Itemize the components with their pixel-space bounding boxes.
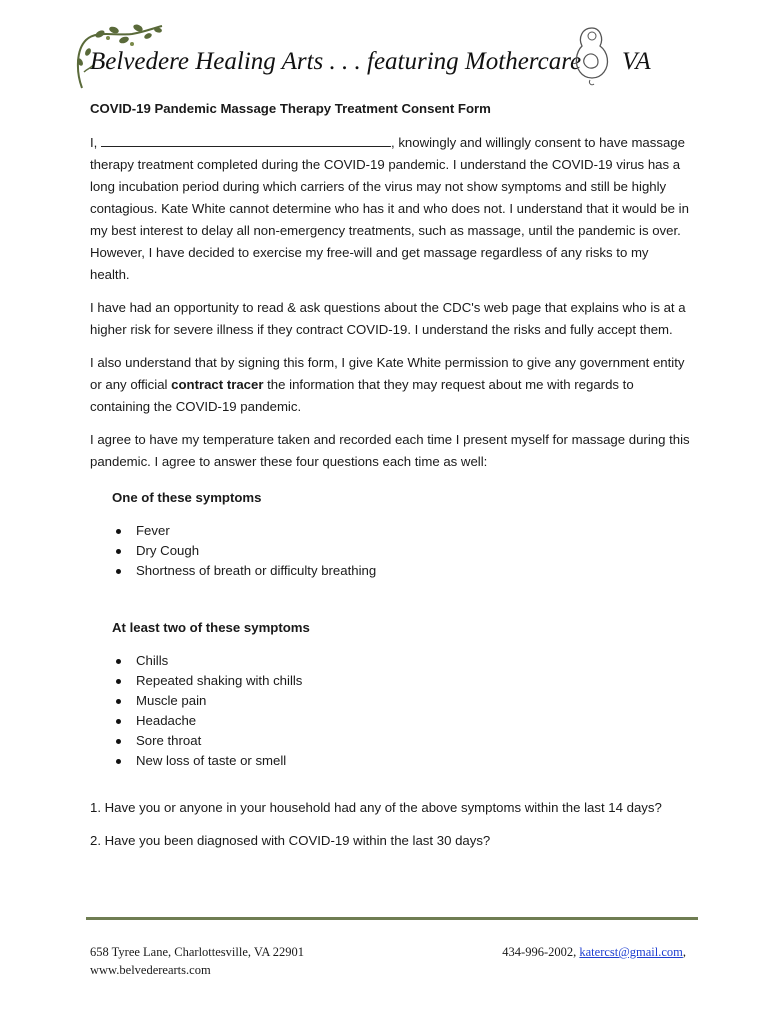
list-item: Muscle pain — [112, 691, 690, 711]
contract-tracer-text: contract tracer — [171, 377, 264, 392]
consent-paragraph — [90, 132, 690, 286]
section-heading-one-symptom: One of these symptoms — [112, 490, 262, 505]
footer-phone: 434-996-2002, — [502, 945, 580, 959]
name-blank-field[interactable] — [101, 132, 391, 147]
tracer-text-before: I also understand that by signing this form, I give Kate White permission to give any government entity or any official — [90, 355, 685, 392]
footer-contact-right — [502, 943, 686, 961]
letterhead — [74, 22, 674, 92]
list-item: Chills — [112, 651, 690, 671]
question-1: 1. Have you or anyone in your household had any of the above symptoms within the last 14 days? — [90, 800, 662, 815]
cdc-paragraph: I have had an opportunity to read & ask questions about the CDC's web page that explains who is at a higher risk for severe illness if they contract COVID-19. I understand the risks and fully accept them. — [90, 300, 686, 337]
footer-address: 658 Tyree Lane, Charlottesville, VA 22901 — [90, 945, 305, 959]
footer-contact-left — [90, 943, 304, 979]
mother-child-logo-icon — [570, 22, 614, 88]
footer-website: www.belvederearts.com — [90, 963, 211, 977]
section-heading-two-symptoms: At least two of these symptoms — [112, 620, 310, 635]
list-item: Shortness of breath or difficulty breathing — [112, 561, 690, 581]
list-item: Headache — [112, 711, 690, 731]
symptom-list-one — [90, 521, 690, 581]
list-item: Fever — [112, 521, 690, 541]
list-item: Repeated shaking with chills — [112, 671, 690, 691]
tracer-text-after: the information that they may request about me with regards to containing the COVID-19 pandemic. — [90, 377, 634, 414]
form-title: COVID-19 Pandemic Massage Therapy Treatment Consent Form — [90, 101, 491, 116]
temperature-paragraph: I agree to have my temperature taken and recorded each time I present myself for massage during this pandemic. I agree to answer these four questions each time as well: — [90, 432, 690, 469]
form-body — [90, 98, 690, 863]
footer-divider — [86, 917, 698, 920]
tracer-paragraph — [90, 352, 690, 418]
consent-text: , knowingly and willingly consent to have massage therapy treatment completed during the COVID-19 pandemic. I understand the COVID-19 virus has a long incubation period during which carriers of the virus may not show symptoms and still be highly contagious. Kate White cannot determine who has it and who does not. I understand that it would be in my best interest to delay all non-emergency treatments, such as massage, until the pandemic is over. However, I have decided to exercise my free-will and get massage regardless of any risks to my health. — [90, 135, 689, 282]
symptom-list-two — [90, 651, 690, 771]
footer-email-trailing: , — [682, 945, 686, 959]
list-item: New loss of taste or smell — [112, 751, 690, 771]
email-link[interactable]: katercst@gmail.com — [579, 945, 683, 959]
brand-title: Belvedere Healing Arts . . . featuring Mothercare — [90, 48, 582, 75]
list-item: Sore throat — [112, 731, 690, 751]
list-item: Dry Cough — [112, 541, 690, 561]
consent-prefix: I, — [90, 135, 101, 150]
state-label: VA — [622, 48, 651, 75]
question-2: 2. Have you been diagnosed with COVID-19 within the last 30 days? — [90, 833, 491, 848]
